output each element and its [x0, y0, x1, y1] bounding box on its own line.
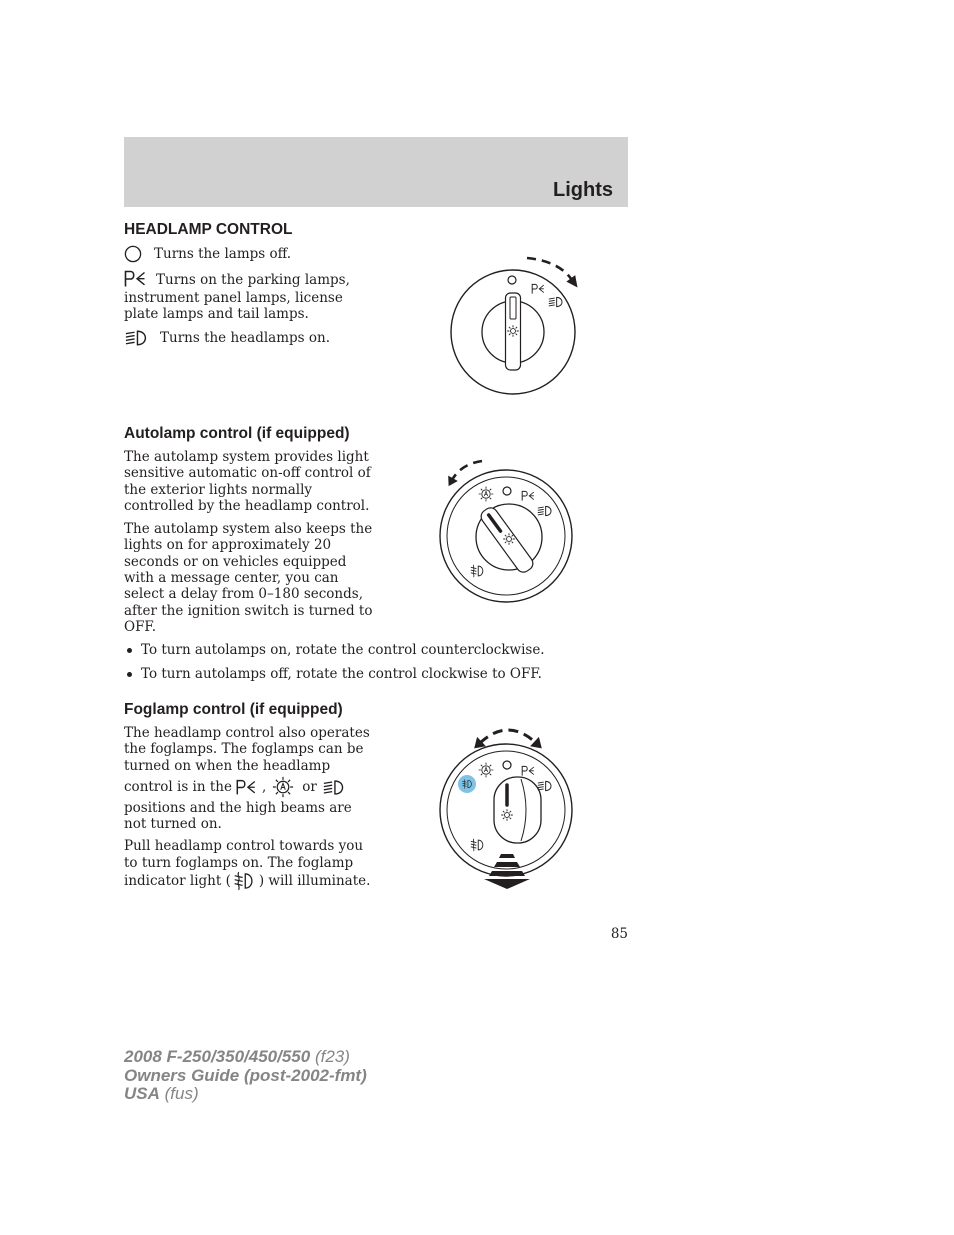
paragraph-line: the foglamps. The foglamps can be — [124, 741, 364, 758]
paragraph-line: sensitive automatic on-off control of — [124, 465, 371, 482]
headlamps-description: Turns the headlamps on. — [160, 330, 330, 346]
footer-line-2 — [124, 1067, 367, 1086]
footer-line-1 — [124, 1048, 367, 1067]
footer-market-code: (fus) — [164, 1084, 199, 1103]
paragraph-line: lights on for approximately 20 — [124, 537, 332, 554]
parking-description-line: Turns on the parking lamps, — [156, 271, 350, 288]
paragraph-line: The autolamp system also keeps the — [124, 520, 373, 537]
foglamp-paragraph-2 — [124, 838, 363, 872]
parking-description-line: plate lamps and tail lamps. — [124, 305, 309, 322]
positions-comma: , — [261, 778, 267, 795]
off-description: Turns the lamps off. — [154, 246, 292, 262]
document-footer — [124, 1048, 367, 1104]
parking-description-line: instrument panel lamps, license — [124, 289, 343, 306]
paragraph-line: controlled by the headlamp control. — [124, 498, 370, 515]
parking-lamps-icon — [123, 270, 147, 288]
positions-or: or — [302, 778, 317, 795]
footer-model-code: (f23) — [314, 1047, 350, 1066]
indicator-suffix: ) will illuminate. — [258, 872, 371, 889]
paragraph-line: the exterior lights normally — [124, 481, 313, 498]
foglamp-heading: Foglamp control (if equipped) — [124, 701, 343, 718]
foglamp-positions-line — [124, 776, 346, 798]
paragraph-line: seconds or on vehicles equipped — [124, 553, 347, 570]
autolamp-paragraph-2 — [124, 521, 372, 636]
autolamp-dial-diagram — [430, 450, 590, 615]
foglamp-paragraph-1-tail — [124, 800, 352, 833]
foglamp-indicator-highlight — [458, 775, 476, 793]
paragraph-line: positions and the high beams are — [124, 800, 352, 816]
headlamp-control-heading: HEADLAMP CONTROL — [124, 221, 293, 238]
paragraph-line: after the ignition switch is turned to — [124, 602, 373, 619]
footer-line-3 — [124, 1085, 367, 1104]
section-header-band — [124, 137, 628, 207]
bullet-item: To turn autolamps on, rotate the control counterclockwise. — [141, 642, 545, 658]
paragraph-line: turned on when the headlamp — [124, 757, 331, 774]
footer-market: USA — [124, 1084, 160, 1103]
footer-guide: Owners Guide (post-2002-fmt) — [124, 1065, 367, 1085]
headlamp-dial-diagram — [440, 250, 590, 400]
headlamps-icon — [124, 329, 149, 347]
foglamp-indicator-line — [124, 870, 370, 892]
paragraph-line: The headlamp control also operates — [124, 725, 370, 741]
parking-lamps-icon — [235, 779, 257, 796]
lamps-off-icon — [124, 245, 142, 263]
knob-indicator — [510, 297, 516, 319]
bullet-item: To turn autolamps off, rotate the control clockwise to OFF. — [141, 666, 542, 682]
bullet-dot — [127, 672, 132, 677]
paragraph-line: with a message center, you can — [124, 569, 339, 586]
page-number: 85 — [610, 926, 628, 942]
paragraph-line: not turned on. — [124, 816, 222, 833]
section-title: Lights — [553, 179, 613, 201]
indicator-prefix: indicator light ( — [124, 872, 231, 889]
foglamp-icon — [232, 871, 255, 891]
positions-prefix: control is in the — [124, 778, 232, 795]
paragraph-line: select a delay from 0–180 seconds, — [124, 586, 363, 603]
dial-knob-pulled — [494, 777, 541, 843]
paragraph-line: OFF. — [124, 619, 156, 636]
paragraph-line: The autolamp system provides light — [124, 449, 369, 465]
foglamp-paragraph-1 — [124, 725, 370, 774]
autolamp-heading: Autolamp control (if equipped) — [124, 425, 350, 442]
autolamp-icon — [272, 776, 294, 798]
footer-model: 2008 F-250/350/450/550 — [124, 1047, 311, 1066]
paragraph-line: Pull headlamp control towards you — [124, 838, 364, 854]
bullet-dot — [127, 648, 132, 653]
headlamps-icon — [322, 779, 346, 796]
paragraph-line: to turn foglamps on. The foglamp — [124, 855, 354, 871]
foglamp-dial-diagram — [430, 715, 590, 895]
autolamp-paragraph-1 — [124, 449, 371, 515]
